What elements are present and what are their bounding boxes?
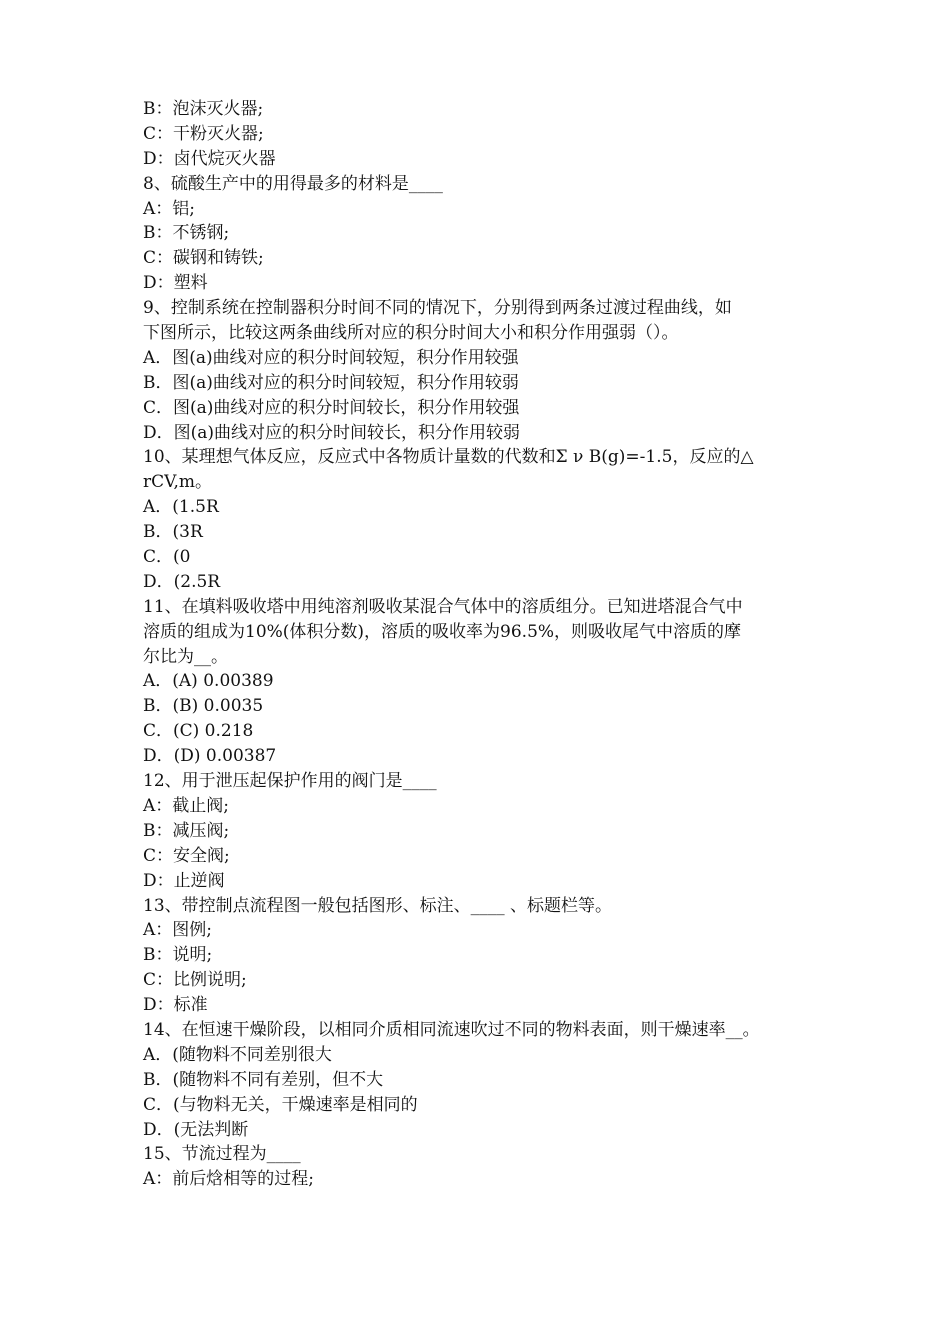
question-13-stem: 13、带控制点流程图一般包括图形、标注、____ 、标题栏等。 bbox=[143, 895, 613, 916]
question-9-option-d: D．图(a)曲线对应的积分时间较长，积分作用较弱 bbox=[143, 422, 521, 443]
question-10-option-c: C．(0 bbox=[143, 547, 191, 568]
question-9-stem-line-1: 9、控制系统在控制器积分时间不同的情况下，分别得到两条过渡过程曲线，如 bbox=[143, 298, 732, 319]
question-11-stem-line-1: 11、在填料吸收塔中用纯溶剂吸收某混合气体中的溶质组分。已知进塔混合气中 bbox=[143, 596, 743, 617]
question-11-option-d: D．(D) 0.00387 bbox=[143, 746, 277, 767]
question-10-option-d: D．(2.5R bbox=[143, 571, 221, 592]
question-11-option-b: B．(B) 0.0035 bbox=[143, 696, 264, 717]
question-11-option-a: A．(A) 0.00389 bbox=[143, 671, 274, 692]
question-9-option-b: B．图(a)曲线对应的积分时间较短，积分作用较弱 bbox=[143, 372, 519, 393]
question-12-option-c: C：安全阀; bbox=[143, 845, 230, 866]
question-12-option-b: B：减压阀; bbox=[143, 820, 230, 841]
question-14-option-a: A．(随物料不同差别很大 bbox=[143, 1044, 332, 1065]
question-8-option-a: A：铝; bbox=[143, 198, 196, 219]
question-8-option-d: D：塑料 bbox=[143, 273, 208, 294]
question-15-option-a: A：前后焓相等的过程; bbox=[143, 1169, 315, 1190]
question-13-option-b: B：说明; bbox=[143, 945, 213, 966]
question-10-option-b: B．(3R bbox=[143, 522, 203, 543]
question-13-option-a: A：图例; bbox=[143, 920, 213, 941]
question-11-stem-line-2: 溶质的组成为10%(体积分数)，溶质的吸收率为96.5%，则吸收尾气中溶质的摩 bbox=[143, 621, 742, 642]
question-10-stem-line-1: 10、某理想气体反应，反应式中各物质计量数的代数和Σ ν B(g)=-1.5，反应的△ bbox=[143, 447, 754, 468]
question-12-stem: 12、用于泄压起保护作用的阀门是____ bbox=[143, 771, 437, 792]
question-9-option-c: C．图(a)曲线对应的积分时间较长，积分作用较强 bbox=[143, 397, 520, 418]
question-8-option-b: B：不锈钢; bbox=[143, 223, 230, 244]
question-14-option-d: D．(无法判断 bbox=[143, 1119, 249, 1140]
question-14-stem: 14、在恒速干燥阶段，以相同介质相同流速吹过不同的物料表面，则干燥速率__。 bbox=[143, 1019, 760, 1040]
option-b-foam-extinguisher: B：泡沫灭火器; bbox=[143, 99, 264, 119]
document-body bbox=[143, 97, 823, 1192]
question-11-option-c: C．(C) 0.218 bbox=[143, 721, 254, 742]
question-13-option-c: C：比例说明; bbox=[143, 970, 247, 991]
question-15-stem: 15、节流过程为____ bbox=[143, 1144, 301, 1165]
option-d-halon-extinguisher: D：卤代烷灭火器 bbox=[143, 148, 276, 169]
question-11-stem-line-3: 尔比为__。 bbox=[143, 646, 228, 667]
option-c-dry-powder-extinguisher: C：干粉灭火器; bbox=[143, 123, 264, 144]
question-13-option-d: D：标准 bbox=[143, 995, 208, 1016]
question-14-option-c: C．(与物料无关，干燥速率是相同的 bbox=[143, 1094, 418, 1115]
question-12-option-a: A：截止阀; bbox=[143, 795, 230, 816]
question-8-stem: 8、硫酸生产中的用得最多的材料是____ bbox=[143, 173, 443, 194]
question-14-option-b: B．(随物料不同有差别，但不大 bbox=[143, 1069, 384, 1090]
question-9-stem-line-2: 下图所示，比较这两条曲线所对应的积分时间大小和积分作用强弱（）。 bbox=[143, 323, 679, 344]
question-8-option-c: C：碳钢和铸铁; bbox=[143, 248, 264, 269]
question-10-option-a: A．(1.5R bbox=[143, 497, 219, 518]
question-10-stem-line-2: rCV,m。 bbox=[143, 472, 212, 493]
question-12-option-d: D：止逆阀 bbox=[143, 870, 225, 891]
question-9-option-a: A．图(a)曲线对应的积分时间较短，积分作用较强 bbox=[143, 347, 519, 368]
